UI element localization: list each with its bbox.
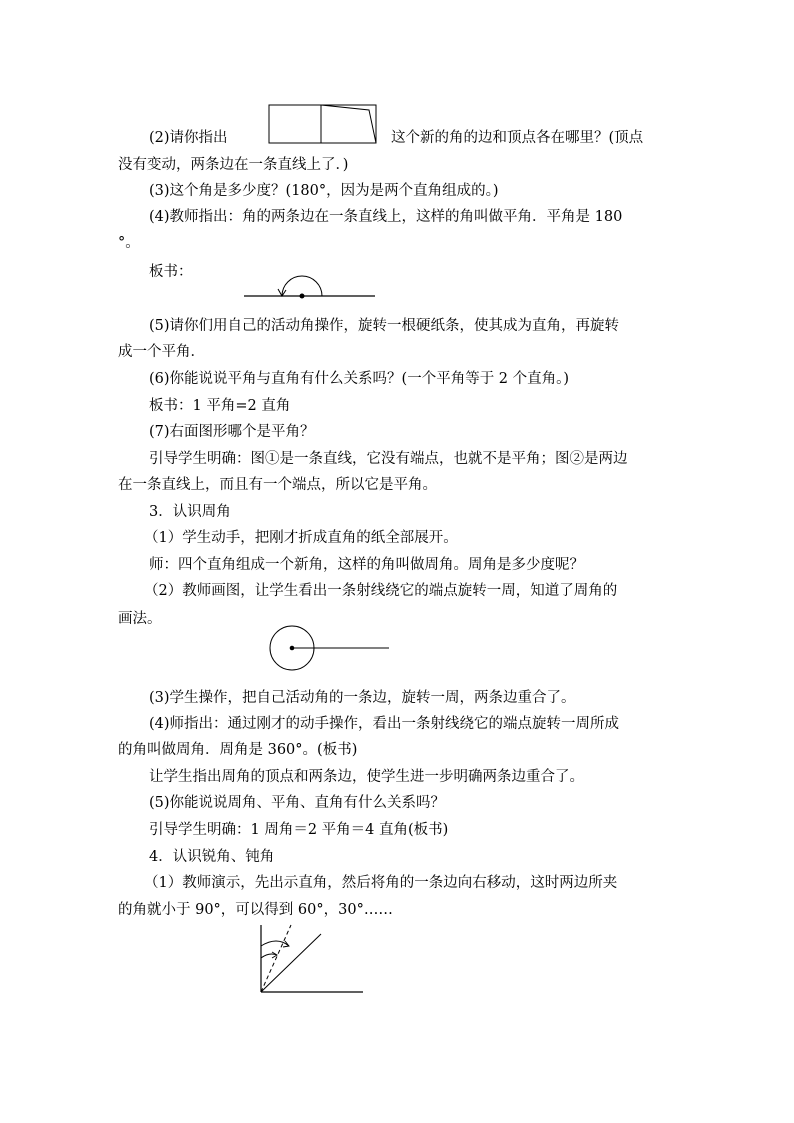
s3-item-3: (3)学生操作，把自己活动角的一条边，旋转一周，两条边重合了。 xyxy=(149,690,576,706)
section-4-heading: 4．认识锐角、钝角 xyxy=(149,849,275,865)
s4-item-1: （1）教师演示，先出示直角，然后将角的一条边向右移动，这时两边所夹 xyxy=(144,875,618,891)
s3-item-5: (5)你能说说周角、平角、直角有什么关系吗？ xyxy=(149,795,446,811)
s3-item-2-cont: 画法。 xyxy=(118,611,162,627)
q2-line-end: 这个新的角的边和顶点各在哪里？(顶点 xyxy=(391,130,644,146)
full-angle-figure xyxy=(265,622,393,672)
q5-line-cont: 成一个平角． xyxy=(118,344,205,360)
q4-line-cont: °。 xyxy=(118,235,140,251)
s3-guide-2: 引导学生明确：1 周角＝2 平角＝4 直角(板书) xyxy=(149,822,449,838)
q3-line: (3)这个角是多少度？(180°，因为是两个直角组成的。) xyxy=(149,183,499,199)
q2-line-cont: 没有变动，两条边在一条直线上了．) xyxy=(118,157,349,173)
s3-item-4: (4)师指出：通过刚才的动手操作，看出一条射线绕它的端点旋转一周所成 xyxy=(149,716,620,732)
q7-line: (7)右面图形哪个是平角？ xyxy=(149,424,315,440)
folded-paper-figure xyxy=(268,100,380,150)
q6-line: (6)你能说说平角与直角有什么关系吗？(一个平角等于 2 个直角。) xyxy=(149,371,570,387)
section-3-heading: 3．认识周角 xyxy=(149,504,231,520)
q4-line: (4)教师指出：角的两条边在一条直线上，这样的角叫做平角．平角是 180 xyxy=(149,209,623,225)
acute-angle-figure xyxy=(255,922,367,994)
guide-line-cont: 在一条直线上，而且有一个端点，所以它是平角。 xyxy=(118,477,437,493)
q5-line: (5)请你们用自己的活动角操作，旋转一根硬纸条，使其成为直角，再旋转 xyxy=(149,318,620,334)
s4-item-1-cont: 的角就小于 90°，可以得到 60°，30°…… xyxy=(118,902,393,918)
q2-line-start: (2)请你指出 xyxy=(149,130,228,146)
s3-item-4-cont: 的角叫做周角．周角是 360°。(板书) xyxy=(118,742,358,758)
s3-guide: 让学生指出周角的顶点和两条边，使学生进一步明确两条边重合了。 xyxy=(149,769,584,785)
teacher-line: 师：四个直角组成一个新角，这样的角叫做周角。周角是多少度呢？ xyxy=(149,557,584,573)
board-label: 板书： xyxy=(149,264,193,280)
guide-line: 引导学生明确：图①是一条直线，它没有端点，也就不是平角；图②是两边 xyxy=(149,451,628,467)
straight-angle-figure xyxy=(240,267,380,301)
board-line: 板书：1 平角=2 直角 xyxy=(149,398,291,414)
s3-item-2: （2）教师画图，让学生看出一条射线绕它的端点旋转一周，知道了周角的 xyxy=(144,583,618,599)
s3-item-1: （1）学生动手，把刚才折成直角的纸全部展开。 xyxy=(144,530,458,546)
